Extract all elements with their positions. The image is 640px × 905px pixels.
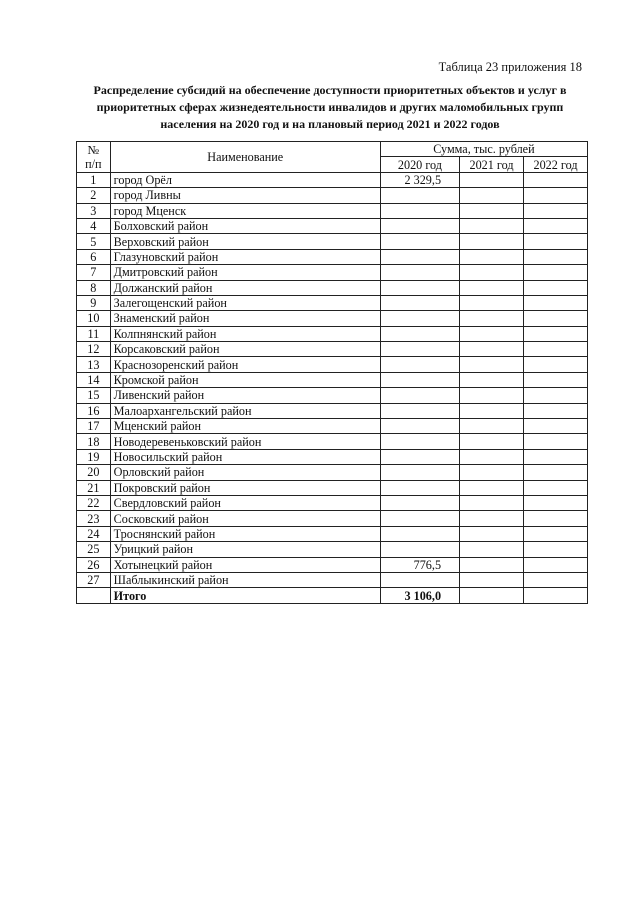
table-row bbox=[77, 372, 588, 387]
row-2020 bbox=[380, 542, 459, 557]
row-2021 bbox=[460, 342, 524, 357]
row-2021 bbox=[460, 295, 524, 310]
row-name: Малоархангельский район bbox=[110, 403, 380, 418]
row-number: 22 bbox=[77, 495, 111, 510]
row-number: 6 bbox=[77, 249, 111, 264]
row-2020 bbox=[380, 188, 459, 203]
row-2020 bbox=[380, 280, 459, 295]
row-2020 bbox=[380, 265, 459, 280]
row-2020 bbox=[380, 372, 459, 387]
row-number: 23 bbox=[77, 511, 111, 526]
row-2021 bbox=[460, 526, 524, 541]
row-2021 bbox=[460, 511, 524, 526]
row-2022 bbox=[524, 249, 588, 264]
table-row bbox=[77, 311, 588, 326]
row-number: 2 bbox=[77, 188, 111, 203]
row-2020 bbox=[380, 234, 459, 249]
row-number: 11 bbox=[77, 326, 111, 341]
header-sum: Сумма, тыс. рублей bbox=[380, 142, 587, 157]
table-row bbox=[77, 434, 588, 449]
header-number-line2: п/п bbox=[85, 156, 102, 171]
row-name: Урицкий район bbox=[110, 542, 380, 557]
total-label: Итого bbox=[110, 588, 380, 603]
row-2020 bbox=[380, 342, 459, 357]
table-row bbox=[77, 449, 588, 464]
table-row bbox=[77, 419, 588, 434]
row-number: 9 bbox=[77, 295, 111, 310]
row-2022 bbox=[524, 265, 588, 280]
table-row bbox=[77, 572, 588, 587]
total-2021 bbox=[460, 588, 524, 603]
row-number: 12 bbox=[77, 342, 111, 357]
row-2020 bbox=[380, 203, 459, 218]
total-row bbox=[77, 588, 588, 603]
row-2021 bbox=[460, 311, 524, 326]
row-2020 bbox=[380, 419, 459, 434]
row-number: 26 bbox=[77, 557, 111, 572]
row-2020 bbox=[380, 572, 459, 587]
row-2022 bbox=[524, 480, 588, 495]
row-2022 bbox=[524, 419, 588, 434]
row-2022 bbox=[524, 203, 588, 218]
row-name: Ливенский район bbox=[110, 388, 380, 403]
table-row bbox=[77, 388, 588, 403]
row-2021 bbox=[460, 234, 524, 249]
row-2022 bbox=[524, 172, 588, 187]
row-2021 bbox=[460, 449, 524, 464]
row-2021 bbox=[460, 542, 524, 557]
table-row bbox=[77, 542, 588, 557]
row-2021 bbox=[460, 372, 524, 387]
header-year-2022: 2022 год bbox=[524, 157, 588, 172]
row-number: 20 bbox=[77, 465, 111, 480]
row-2021 bbox=[460, 495, 524, 510]
row-number: 14 bbox=[77, 372, 111, 387]
row-2020 bbox=[380, 311, 459, 326]
row-2021 bbox=[460, 357, 524, 372]
row-2020: 2 329,5 bbox=[380, 172, 459, 187]
row-name: Должанский район bbox=[110, 280, 380, 295]
row-2022 bbox=[524, 403, 588, 418]
row-2021 bbox=[460, 557, 524, 572]
row-number: 13 bbox=[77, 357, 111, 372]
row-2021 bbox=[460, 172, 524, 187]
header-number-line1: № bbox=[87, 142, 100, 157]
row-name: Колпнянский район bbox=[110, 326, 380, 341]
row-2022 bbox=[524, 280, 588, 295]
row-number: 24 bbox=[77, 526, 111, 541]
title-line-1: Распределение субсидий на обеспечение доступности приоритетных объектов и услуг в bbox=[93, 83, 567, 97]
row-2021 bbox=[460, 465, 524, 480]
row-2021 bbox=[460, 419, 524, 434]
row-name: Хотынецкий район bbox=[110, 557, 380, 572]
row-2021 bbox=[460, 249, 524, 264]
row-number: 1 bbox=[77, 172, 111, 187]
table-caption: Таблица 23 приложения 18 bbox=[438, 60, 582, 74]
row-2020 bbox=[380, 511, 459, 526]
row-2022 bbox=[524, 511, 588, 526]
row-name: Покровский район bbox=[110, 480, 380, 495]
row-number: 15 bbox=[77, 388, 111, 403]
row-name: Знаменский район bbox=[110, 311, 380, 326]
row-2022 bbox=[524, 311, 588, 326]
table-body bbox=[77, 172, 588, 588]
row-number: 17 bbox=[77, 419, 111, 434]
title-line-3: населения на 2020 год и на плановый период 2021 и 2022 годов bbox=[160, 117, 500, 131]
row-number: 4 bbox=[77, 218, 111, 233]
row-number: 25 bbox=[77, 542, 111, 557]
row-2020 bbox=[380, 249, 459, 264]
row-number: 18 bbox=[77, 434, 111, 449]
row-number: 16 bbox=[77, 403, 111, 418]
table-row bbox=[77, 218, 588, 233]
row-name: Болховский район bbox=[110, 218, 380, 233]
row-2020 bbox=[380, 357, 459, 372]
row-name: Новодеревеньковский район bbox=[110, 434, 380, 449]
document-title bbox=[60, 82, 600, 133]
row-number: 27 bbox=[77, 572, 111, 587]
table-row bbox=[77, 342, 588, 357]
row-2022 bbox=[524, 188, 588, 203]
table-row bbox=[77, 403, 588, 418]
row-2020 bbox=[380, 465, 459, 480]
row-2022 bbox=[524, 465, 588, 480]
header-year-2020: 2020 год bbox=[380, 157, 459, 172]
row-2022 bbox=[524, 357, 588, 372]
row-2021 bbox=[460, 280, 524, 295]
row-2022 bbox=[524, 526, 588, 541]
row-2020 bbox=[380, 388, 459, 403]
row-2022 bbox=[524, 342, 588, 357]
row-name: город Мценск bbox=[110, 203, 380, 218]
row-name: Верховский район bbox=[110, 234, 380, 249]
table-row bbox=[77, 495, 588, 510]
row-2022 bbox=[524, 234, 588, 249]
row-name: Шаблыкинский район bbox=[110, 572, 380, 587]
row-2022 bbox=[524, 326, 588, 341]
row-number: 21 bbox=[77, 480, 111, 495]
total-number-cell bbox=[77, 588, 111, 603]
row-2022 bbox=[524, 495, 588, 510]
table-row bbox=[77, 295, 588, 310]
header-year-2021: 2021 год bbox=[460, 157, 524, 172]
row-number: 10 bbox=[77, 311, 111, 326]
row-2020 bbox=[380, 495, 459, 510]
row-name: Свердловский район bbox=[110, 495, 380, 510]
row-name: Новосильский район bbox=[110, 449, 380, 464]
row-2020 bbox=[380, 295, 459, 310]
row-name: Орловский район bbox=[110, 465, 380, 480]
row-2020 bbox=[380, 434, 459, 449]
row-2020 bbox=[380, 526, 459, 541]
table-row bbox=[77, 203, 588, 218]
header-row-1 bbox=[77, 142, 588, 157]
table-row bbox=[77, 234, 588, 249]
row-2021 bbox=[460, 434, 524, 449]
title-line-2: приоритетных сферах жизнедеятельности инвалидов и других маломобильных групп bbox=[96, 100, 564, 114]
total-2020: 3 106,0 bbox=[380, 588, 459, 603]
table-row bbox=[77, 188, 588, 203]
row-2021 bbox=[460, 218, 524, 233]
table-row bbox=[77, 280, 588, 295]
row-2022 bbox=[524, 372, 588, 387]
table-row bbox=[77, 172, 588, 187]
row-name: Залегощенский район bbox=[110, 295, 380, 310]
row-2022 bbox=[524, 218, 588, 233]
header-name: Наименование bbox=[110, 142, 380, 173]
row-number: 5 bbox=[77, 234, 111, 249]
table-row bbox=[77, 326, 588, 341]
table-row bbox=[77, 249, 588, 264]
row-2022 bbox=[524, 449, 588, 464]
row-number: 8 bbox=[77, 280, 111, 295]
row-2021 bbox=[460, 326, 524, 341]
total-2022 bbox=[524, 588, 588, 603]
row-2021 bbox=[460, 265, 524, 280]
table-row bbox=[77, 357, 588, 372]
row-2020: 776,5 bbox=[380, 557, 459, 572]
row-2022 bbox=[524, 572, 588, 587]
header-number bbox=[77, 142, 111, 173]
row-2020 bbox=[380, 218, 459, 233]
row-2021 bbox=[460, 188, 524, 203]
row-2020 bbox=[380, 326, 459, 341]
row-2021 bbox=[460, 403, 524, 418]
row-2021 bbox=[460, 203, 524, 218]
row-2020 bbox=[380, 449, 459, 464]
row-2022 bbox=[524, 434, 588, 449]
row-2020 bbox=[380, 480, 459, 495]
table-row bbox=[77, 511, 588, 526]
table-row bbox=[77, 557, 588, 572]
row-2022 bbox=[524, 557, 588, 572]
subsidy-table bbox=[76, 141, 588, 604]
table-row bbox=[77, 526, 588, 541]
row-2022 bbox=[524, 542, 588, 557]
row-name: Глазуновский район bbox=[110, 249, 380, 264]
row-name: Корсаковский район bbox=[110, 342, 380, 357]
row-number: 19 bbox=[77, 449, 111, 464]
row-number: 7 bbox=[77, 265, 111, 280]
row-number: 3 bbox=[77, 203, 111, 218]
row-name: Сосковский район bbox=[110, 511, 380, 526]
row-name: город Орёл bbox=[110, 172, 380, 187]
row-name: Троснянский район bbox=[110, 526, 380, 541]
row-name: Кромской район bbox=[110, 372, 380, 387]
row-name: Краснозоренский район bbox=[110, 357, 380, 372]
table-row bbox=[77, 465, 588, 480]
row-2020 bbox=[380, 403, 459, 418]
table-row bbox=[77, 480, 588, 495]
row-name: Мценский район bbox=[110, 419, 380, 434]
row-name: Дмитровский район bbox=[110, 265, 380, 280]
row-2021 bbox=[460, 572, 524, 587]
table-row bbox=[77, 265, 588, 280]
row-2022 bbox=[524, 388, 588, 403]
row-2021 bbox=[460, 480, 524, 495]
row-2022 bbox=[524, 295, 588, 310]
row-2021 bbox=[460, 388, 524, 403]
row-name: город Ливны bbox=[110, 188, 380, 203]
